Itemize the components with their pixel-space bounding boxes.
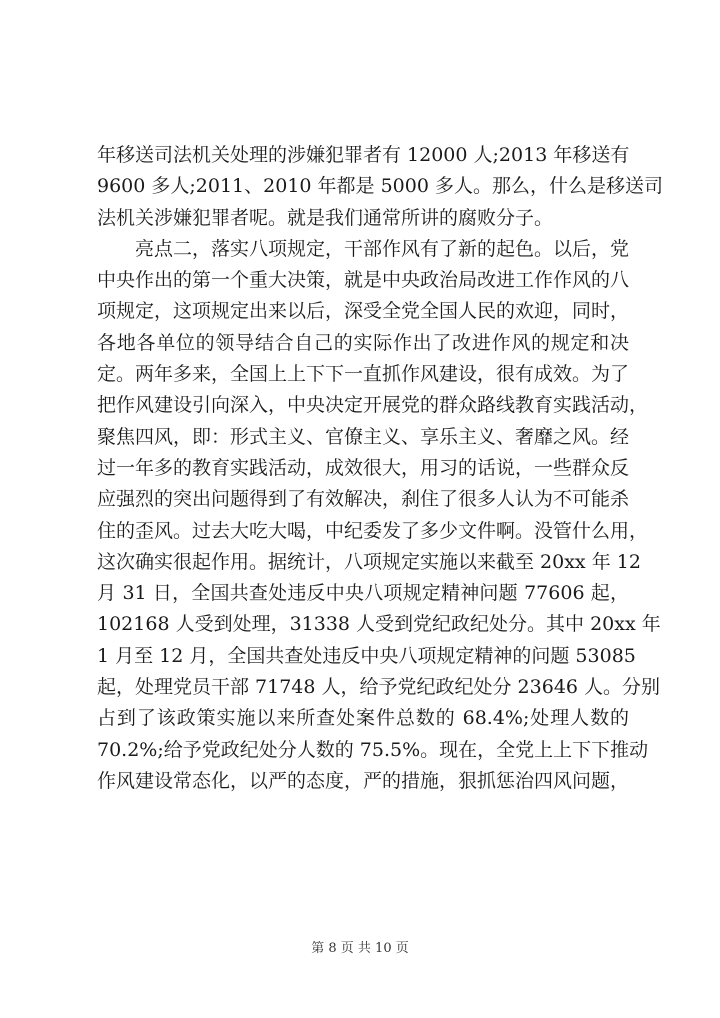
text-line: 中央作出的第一个重大决策，就是中央政治局改进工作作风的八 [97,269,630,292]
text-line: 定。两年多来，全国上上下下一直抓作风建设，很有成效。为了 [97,363,630,386]
text-line: 这次确实很起作用。据统计，八项规定实施以来截至 20xx 年 12 [97,550,641,573]
body-text [97,140,663,797]
text-line: 占到了该政策实施以来所查处案件总数的 68.4%;处理人数的 [97,707,629,730]
text-line: 亮点二，落实八项规定，干部作风有了新的起色。以后，党 [97,237,630,260]
text-line: 住的歪风。过去大吃大喝，中纪委发了多少文件啊。没管什么用， [97,519,649,542]
text-line: 年移送司法机关处理的涉嫌犯罪者有 12000 人;2013 年移送有 [97,144,630,166]
text-line: 起，处理党员干部 71748 人，给予党纪政纪处分 23646 人。分别 [97,676,661,699]
text-line: 把作风建设引向深入，中央决定开展党的群众路线教育实践活动， [97,394,649,417]
text-line: 9600 多人;2011、2010 年都是 5000 多人。那么，什么是移送司 [97,175,663,198]
page-number-footer: 第 8 页 共 10 页 [311,941,409,956]
text-line: 法机关涉嫌犯罪者呢。就是我们通常所讲的腐败分子。 [97,206,554,229]
text-line: 各地各单位的领导结合自己的实际作出了改进作风的规定和决 [97,331,629,354]
text-line: 项规定，这项规定出来以后，深受全党全国人民的欢迎，同时， [97,300,630,323]
text-line: 月 31 日，全国共查处违反中央八项规定精神问题 77606 起， [97,582,629,605]
text-line: 70.2%;给予党政纪处分人数的 75.5%。现在，全党上上下下推动 [97,738,649,761]
text-line: 过一年多的教育实践活动，成效很大，用习的话说，一些群众反 [97,456,630,479]
text-line: 应强烈的突出问题得到了有效解决，刹住了很多人认为不可能杀 [97,488,630,511]
text-line: 作风建设常态化，以严的态度，严的措施，狠抓惩治四风问题， [97,769,630,792]
text-line: 102168 人受到处理，31338 人受到党纪政纪处分。其中 20xx 年 [97,613,661,636]
text-line: 1 月至 12 月，全国共查处违反中央八项规定精神的问题 53085 [97,644,636,667]
text-line: 聚焦四风，即：形式主义、官僚主义、享乐主义、奢靡之风。经 [97,425,630,448]
